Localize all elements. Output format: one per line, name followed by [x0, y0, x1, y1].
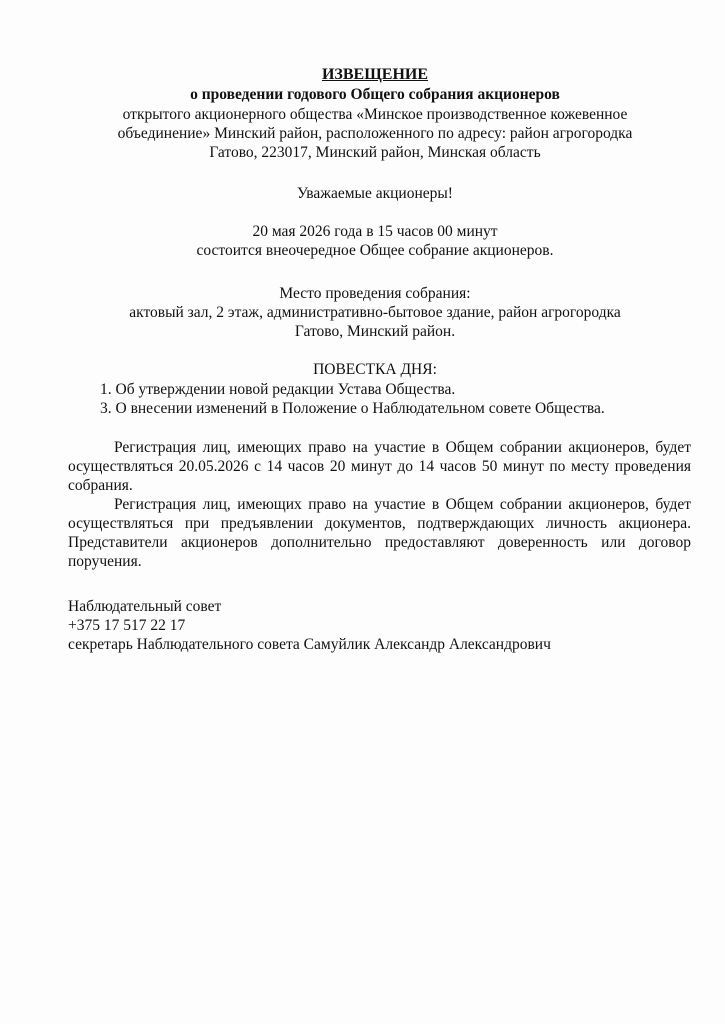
meeting-date	[60, 222, 690, 260]
document-title: ИЗВЕЩЕНИЕ	[321, 66, 429, 83]
agenda-heading: ПОВЕСТКА ДНЯ:	[313, 361, 437, 378]
organization-line-1: открытого акционерного общества «Минское производственное кожевенное	[122, 106, 628, 123]
venue-address	[60, 303, 690, 341]
footer-secretary: секретарь Наблюдательного совета Самуйлик Александр Александрович	[68, 636, 551, 653]
agenda-list	[100, 380, 700, 418]
greeting: Уважаемые акционеры!	[297, 185, 453, 202]
organization-line-3: Гатово, 223017, Минский район, Минская область	[209, 144, 541, 161]
footer-phone: +375 17 517 22 17	[68, 617, 186, 634]
registration-paragraph-2: Регистрация лиц, имеющих право на участие в Общем собрании акционеров, будет осуществляться при предъявлении документов, подтверждающих личность акционера. Представители акционеров дополнительно предоставляют доверенность или договор поручения.	[68, 496, 691, 570]
meeting-date-line-2: состоится внеочередное Общее собрание акционеров.	[196, 242, 554, 259]
venue-line-2: Гатово, Минский район.	[294, 323, 456, 340]
signature-block	[68, 597, 691, 654]
organization-description	[60, 105, 690, 162]
organization-line-2: объединение» Минский район, расположенного по адресу: район агрогородка	[117, 125, 633, 142]
footer-organization: Наблюдательный совет	[68, 598, 222, 615]
venue-heading: Место проведения собрания:	[279, 285, 471, 302]
venue-line-1: актовый зал, 2 этаж, административно-бытовое здание, район агрогородка	[129, 304, 621, 321]
agenda-item: 3. О внесении изменений в Положение о Наблюдательном совете Общества.	[100, 400, 605, 417]
agenda-item: 1. Об утверждении новой редакции Устава Общества.	[100, 381, 456, 398]
document-subtitle: о проведении годового Общего собрания акционеров	[190, 86, 560, 103]
meeting-date-line-1: 20 мая 2026 года в 15 часов 00 минут	[252, 223, 498, 240]
registration-paragraph-1: Регистрация лиц, имеющих право на участие в Общем собрании акционеров, будет осуществляться 20.05.2026 с 14 часов 20 минут до 14 часов 50 минут по месту проведения собрания.	[68, 439, 691, 494]
